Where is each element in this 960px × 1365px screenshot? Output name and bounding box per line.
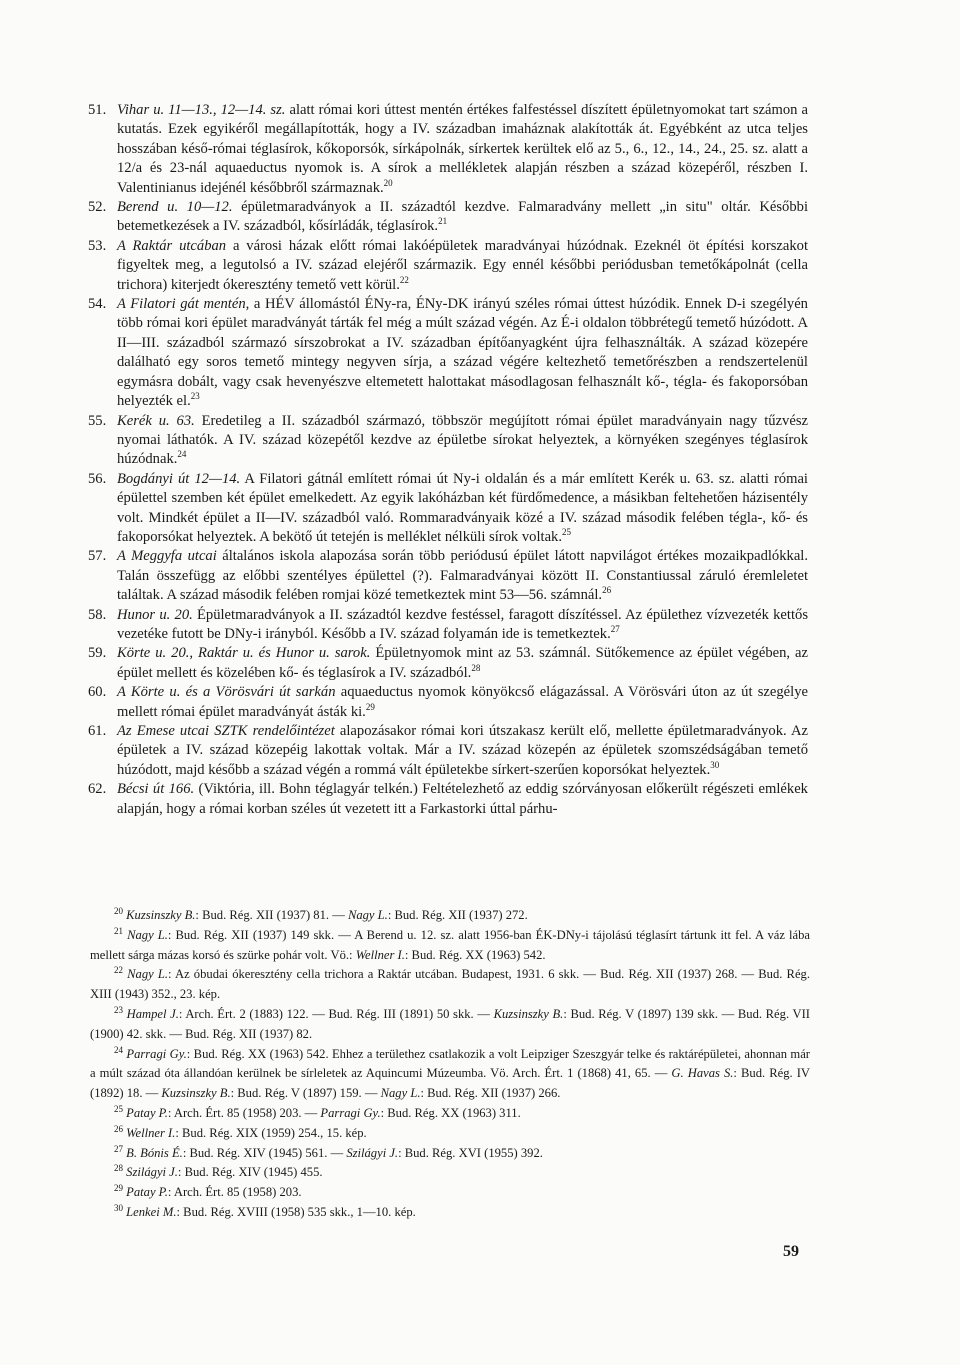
footnote-number: 27 bbox=[114, 1143, 123, 1154]
footnote-reference: 24 bbox=[177, 449, 187, 460]
footnote-author: Szilágyi J. bbox=[346, 1145, 399, 1160]
footnote-text: : Bud. Rég. XIX (1959) 254., 15. kép. bbox=[175, 1125, 367, 1140]
entry-location: Körte u. 20., Raktár u. és Hunor u. sarok. bbox=[117, 645, 371, 662]
footnote-reference: 28 bbox=[471, 662, 481, 673]
footnote-number: 26 bbox=[114, 1123, 123, 1134]
entry-text: (Viktória, ill. Bohn téglagyár telkén.) Feltételezhető az eddig szórványosan előkerült régészeti emlékek alapján, hogy a római korban széles út vezetett itt a Farkastorki úttal párhu- bbox=[117, 781, 808, 817]
entry-item bbox=[88, 412, 808, 470]
footnote-author: Nagy L. bbox=[127, 967, 169, 982]
entry-number: 59. bbox=[88, 645, 107, 662]
entry-number: 51. bbox=[88, 102, 107, 118]
page-number: 59 bbox=[783, 1243, 799, 1260]
entry-text: a HÉV állomástól ÉNy-ra, ÉNy-DK irányú széles római úttest húzódik. Ennek D-i szegélyén több római kori épület maradványát tárták fel még a múlt század végén. Az É-i oldalon többrétegű temető húzódott. A II—III. századból származó sírszobrokat a IV. században építőanyagként újra felhasználták. A század közepére dalálható egy soros temető mintegy negyven sírja, a század végére keltezhető temetőrészben a rendszertelenül egymásra dobált, vagy csak hevenyészve eltemetett halottakat másodlagosan felhasznált kő-, tégla- és fakoporsóban helyezték el. bbox=[117, 296, 808, 410]
entry-text: Eredetileg a II. századból származó, többször megújított római épület maradványain nagy tűzvész nyomai láthatók. A IV. század közepétől kezdve az épületbe sírokat helyeztek, a környéken szegényes téglasírok húzódnak. bbox=[117, 412, 808, 468]
entry-number: 55. bbox=[88, 412, 107, 429]
footnote-number: 23 bbox=[114, 1004, 123, 1015]
footnote-text: : Bud. Rég. XII (1937) 81. — bbox=[195, 908, 348, 922]
entry-location: A Körte u. és a Vörösvári út sarkán bbox=[117, 684, 336, 701]
footnote-text: : Arch. Ért. 85 (1958) 203. bbox=[167, 1185, 302, 1200]
footnote-reference: 27 bbox=[610, 624, 620, 635]
entry-text: aquaeductus nyomok könyökcső elágazással. A Vörösvári úton az út szegélye mellett római épület maradványát ásták ki. bbox=[117, 684, 808, 720]
entry-item bbox=[88, 547, 808, 605]
footnote-author: G. Havas S. bbox=[671, 1066, 734, 1081]
footnote-item bbox=[90, 1144, 810, 1164]
footnote-text: : Bud. Rég. V (1897) 139 skk. — Bud. Rég. VII (1900) 42. skk. — Bud. Rég. XII (1937) 82. bbox=[90, 1006, 810, 1041]
footnote-author: Szilágyi J. bbox=[126, 1165, 178, 1180]
footnote-text: : Bud. Rég. XX (1963) 542. Ehhez a területhez csatlakozik a volt Leipziger Szeszgyár telke és raktárépületei, ahonnan már a múlt század óta állandóan kerülnek be sírleletek az Aquincumi Múzeumba. Vö. Arch. Ért. 1 (1868) 41, 65. — bbox=[90, 1046, 810, 1081]
footnote-item bbox=[90, 1183, 810, 1203]
footnote-item bbox=[90, 1124, 810, 1144]
entry-number: 57. bbox=[88, 548, 107, 565]
footnote-reference: 25 bbox=[562, 527, 572, 538]
entry-location: Hunor u. 20. bbox=[117, 606, 193, 623]
entry-location: Vihar u. 11—13., 12—14. sz. bbox=[117, 102, 286, 118]
footnote-item bbox=[90, 906, 810, 926]
entry-number: 58. bbox=[88, 606, 107, 623]
footnote-item bbox=[90, 926, 810, 966]
footnote-number: 28 bbox=[114, 1163, 123, 1174]
entry-text: Épületmaradványok a II. századtól kezdve festéssel, faragott díszítéssel. Az épülethez vízvezeték kettős vezetéke futott be DNy-i irányból. Később a IV. század folyamán ide is temetkeztek. bbox=[117, 606, 808, 642]
footnote-number: 25 bbox=[114, 1103, 123, 1114]
footnote-item bbox=[90, 1163, 810, 1183]
entry-number: 54. bbox=[88, 296, 107, 313]
footnote-author: Parragi Gy. bbox=[320, 1105, 381, 1120]
footnote-author: Lenkei M. bbox=[126, 1204, 177, 1219]
entry-list bbox=[88, 101, 808, 819]
entry-item bbox=[88, 606, 808, 645]
entry-location: A Raktár utcában bbox=[117, 237, 227, 254]
footnote-text: : Bud. Rég. XII (1937) 272. bbox=[387, 908, 528, 922]
footnote-author: Wellner I. bbox=[126, 1125, 176, 1140]
entry-text: alapozásakor római kori útszakasz került elő, mellette épületmaradványok. Az épületek a IV. század közepéig lakottak voltak. Már a IV. század közepén az épületek szomszédságában temető húzódott, majd később a század végén a rommá vált épületekbe sírkert-szerűen koporsókat helyeztek. bbox=[117, 723, 808, 778]
entry-number: 52. bbox=[88, 199, 107, 216]
footnote-number: 20 bbox=[114, 905, 123, 916]
footnote-text: : Bud. Rég. XII (1937) 266. bbox=[420, 1086, 561, 1101]
entry-item bbox=[88, 470, 808, 548]
footnote-author: B. Bónis É. bbox=[126, 1145, 183, 1160]
footnote-author: Nagy L. bbox=[127, 927, 168, 942]
footnote-reference: 22 bbox=[399, 274, 409, 285]
entry-item bbox=[88, 683, 808, 722]
footnote-author: Kuzsinszky B. bbox=[493, 1006, 564, 1021]
footnote-author: Nagy L. bbox=[380, 1086, 421, 1101]
entry-text: általános iskola alapozása során több periódusú épület látott napvilágot értékes mozaikpadlókkal. Talán összefügg az előbbi szentélyes épülettel (?). Falmaradványai között II. Constantiussal záruló éremleletet találtak. A század második felében romjai közé temetkeztek mint 53—56. számnál. bbox=[117, 548, 809, 604]
footnote-reference: 20 bbox=[383, 177, 393, 188]
footnote-item bbox=[90, 1104, 810, 1124]
footnote-text: : Az óbudai ókeresztény cella trichora a Raktár utcában. Budapest, 1931. 6 skk. — Bud. Rég. XII (1937) 268. — Bud. Rég. XIII (1943) 352., 23. kép. bbox=[90, 967, 810, 1002]
entry-location: A Meggyfa utcai bbox=[117, 548, 217, 565]
entry-text: alatt római kori úttest mentén értékes falfestéssel díszített épületnyomokat tart számon a kutatás. Ezek egyikéről megállapították, hogy a IV. században imaháznak alakították át. Egyébként az utca teljes hosszában késő-római téglasírok, kőkoporsók, sírkápolnák, sírkertek kerültek elő az 5., 6., 12., 14., 24., 25. sz. alatt a 12/a és 23-nál aquaeductus nyomok is. A sírok a mellékletek alapján részben a század közepéről, részben I. Valentinianus idejénél későbbről származnak. bbox=[117, 102, 808, 196]
footnote-text: : Bud. Rég. V (1897) 159. — bbox=[230, 1086, 381, 1101]
footnote-item bbox=[90, 965, 810, 1005]
footnote-author: Wellner I. bbox=[355, 947, 405, 962]
entry-text: épületmaradványok a II. századtól kezdve. Falmaradvány mellett „in situ" oltár. Későbbi betemetkezések a IV. századból, kősírládák, téglasírok. bbox=[117, 199, 809, 235]
entry-item bbox=[88, 237, 808, 295]
entry-location: Berend u. 10—12. bbox=[117, 199, 233, 216]
footnote-item bbox=[90, 1005, 810, 1045]
entry-location: A Filatori gát mentén, bbox=[117, 296, 250, 313]
footnote-text: : Bud. Rég. XX (1963) 542. bbox=[404, 947, 546, 962]
entry-text: a városi házak előtt római lakóépületek maradványai húzódnak. Ezeknél öt építési korszakot figyeltek meg, a legutolsó a IV. század elejéről származik. Egy ennél későbbi periódusban temetőkápolnát (cella trichora) kiterjedt ókeresztény temető vett körül. bbox=[117, 237, 808, 293]
entry-location: Bogdányi út 12—14. bbox=[117, 470, 241, 487]
entry-location: Kerék u. 63. bbox=[117, 412, 195, 429]
entry-number: 56. bbox=[88, 470, 107, 487]
entry-text: Épületnyomok mint az 53. számnál. Sütőkemence az épület végében, az épület mellett és közelében kő- és téglasírok a IV. századból. bbox=[117, 645, 808, 681]
entry-number: 60. bbox=[88, 684, 107, 701]
entry-text: A Filatori gátnál említett római út Ny-i oldalán és a már említett Kerék u. 63. sz. alatti római épülettel szemben két épület emelkedett. Az egyik lakóházban két fürdőmedence, a másikban feltehetően házisentély volt. Mindkét épület a II—IV. századból való. Rommaradványaik közé a IV. század második felében tégla-, kő- és fakoporsókat helyeztek. A bekötő út tetején is melléklet nélküli sírok voltak. bbox=[117, 470, 808, 545]
footnote-reference: 30 bbox=[710, 759, 720, 770]
entry-item bbox=[88, 198, 808, 237]
footnote-text: : Bud. Rég. XVIII (1958) 535 skk., 1—10. kép. bbox=[176, 1204, 416, 1219]
footnote-reference: 23 bbox=[190, 391, 200, 402]
footnote-text: : Arch. Ért. 85 (1958) 203. — bbox=[167, 1105, 321, 1120]
footnote-reference: 29 bbox=[365, 701, 375, 712]
footnote-author: Pataу P. bbox=[126, 1105, 168, 1120]
footnote-author: Pataу P. bbox=[126, 1185, 168, 1200]
entry-item bbox=[88, 644, 808, 683]
entry-number: 53. bbox=[88, 237, 107, 254]
footnote-number: 24 bbox=[114, 1044, 123, 1055]
footnote-number: 21 bbox=[114, 925, 123, 936]
footnote-item bbox=[90, 1203, 810, 1223]
footnote-text: : Bud. Rég. XVI (1955) 392. bbox=[398, 1145, 543, 1160]
footnote-number: 30 bbox=[114, 1202, 123, 1213]
entry-item bbox=[88, 101, 808, 198]
footnote-text: : Bud. Rég. XII (1937) 149 skk. — A Berend u. 12. sz. alatt 1956-ban ÉK-DNy-i tájolású téglasírt tártunk itt fel. A váz lába mellett sárga mázas korsó és szürke pohár volt. Vö.: bbox=[90, 927, 810, 962]
footnote-reference: 21 bbox=[438, 216, 448, 227]
footnote-author: Kuzsinszky B. bbox=[161, 1086, 231, 1101]
entry-location: Az Emese utcai SZTK rendelőintézet bbox=[117, 723, 335, 739]
entry-number: 61. bbox=[88, 723, 107, 739]
entry-item bbox=[88, 722, 808, 780]
entry-item bbox=[88, 780, 808, 819]
footnote-reference: 26 bbox=[602, 585, 612, 596]
footnote-number: 29 bbox=[114, 1182, 123, 1193]
footnote-text: : Arch. Ért. 2 (1883) 122. — Bud. Rég. III (1891) 50 skk. — bbox=[178, 1006, 494, 1021]
footnote-number: 22 bbox=[114, 965, 123, 976]
footnote-list bbox=[90, 906, 810, 1223]
footnote-author: Nagy L. bbox=[347, 908, 388, 922]
entry-location: Bécsi út 166. bbox=[117, 781, 195, 798]
footnote-author: Parragi Gy. bbox=[126, 1046, 187, 1061]
footnote-text: : Bud. Rég. XIV (1945) 455. bbox=[177, 1165, 323, 1180]
footnote-text: : Bud. Rég. XX (1963) 311. bbox=[380, 1105, 521, 1120]
footnote-text: : Bud. Rég. XIV (1945) 561. — bbox=[182, 1145, 347, 1160]
footnote-text: : Bud. Rég. IV (1892) 18. — bbox=[90, 1066, 810, 1101]
footnote-author: Kuzsinszky B. bbox=[126, 908, 196, 922]
footnote-author: Hampel J. bbox=[126, 1006, 179, 1021]
entry-number: 62. bbox=[88, 781, 107, 798]
entry-item bbox=[88, 295, 808, 411]
footnote-item bbox=[90, 1045, 810, 1104]
